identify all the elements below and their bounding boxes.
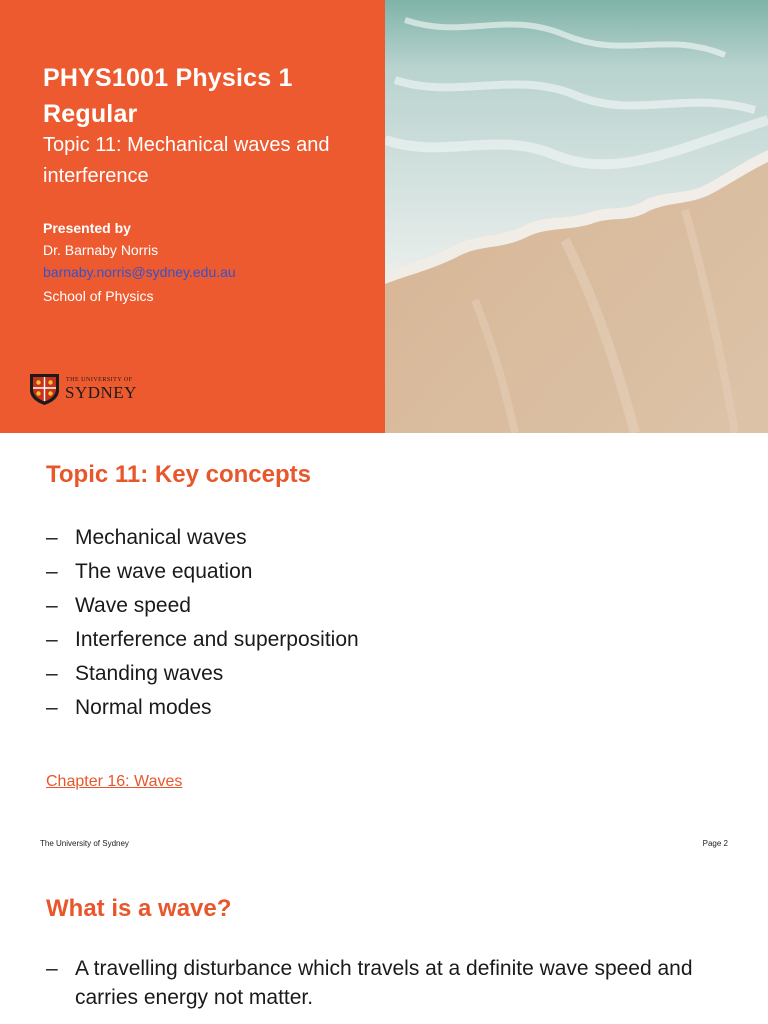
list-item bbox=[46, 623, 359, 657]
list-item bbox=[46, 521, 359, 555]
list-item bbox=[46, 691, 359, 725]
presenter-email-link[interactable]: barnaby.norris@sydney.edu.au bbox=[43, 264, 236, 280]
title-slide bbox=[0, 0, 768, 433]
list-item-text: The wave equation bbox=[75, 560, 253, 583]
key-concepts-slide bbox=[0, 433, 768, 865]
list-item-text: Wave speed bbox=[75, 594, 191, 617]
bullet-dash: – bbox=[46, 957, 58, 980]
bullet-dash: – bbox=[46, 594, 58, 617]
topic-title: Topic 11: Mechanical waves and interference bbox=[43, 134, 330, 187]
concepts-list bbox=[46, 521, 359, 725]
logo-big-text: SYDNEY bbox=[65, 383, 137, 402]
list-item-text: Mechanical waves bbox=[75, 526, 247, 549]
bullet-dash: – bbox=[46, 662, 58, 685]
logo-small-text: THE UNIVERSITY OF bbox=[66, 377, 133, 383]
presented-by-label: Presented by bbox=[43, 220, 131, 236]
page-number: Page 2 bbox=[702, 839, 728, 848]
list-item bbox=[46, 589, 359, 623]
what-is-a-wave-slide bbox=[0, 865, 768, 1024]
presenter-name: Dr. Barnaby Norris bbox=[43, 242, 159, 258]
beach-waves-image bbox=[385, 0, 768, 433]
footer-university: The University of Sydney bbox=[40, 839, 129, 848]
list-item-text: Standing waves bbox=[75, 662, 224, 685]
list-item-text: Normal modes bbox=[75, 696, 212, 719]
bullet-dash: – bbox=[46, 628, 58, 651]
slide-title: Topic 11: Key concepts bbox=[46, 461, 311, 488]
slide-title: What is a wave? bbox=[46, 895, 232, 922]
beach-illustration bbox=[385, 0, 768, 433]
presenter-school: School of Physics bbox=[43, 288, 154, 304]
list-item bbox=[46, 657, 359, 691]
bullet-dash: – bbox=[46, 696, 58, 719]
list-item-text: A travelling disturbance which travels at a definite wave speed and carries energy not matter. bbox=[75, 957, 693, 1009]
list-item bbox=[46, 555, 359, 589]
bullet-dash: – bbox=[46, 560, 58, 583]
university-logo bbox=[28, 372, 138, 408]
chapter-link[interactable]: Chapter 16: Waves bbox=[46, 773, 183, 790]
course-title: PHYS1001 Physics 1 Regular bbox=[43, 64, 293, 128]
crest-icon bbox=[28, 372, 61, 406]
bullet-dash: – bbox=[46, 526, 58, 549]
title-panel bbox=[0, 0, 385, 433]
list-item bbox=[46, 954, 746, 1012]
list-item-text: Interference and superposition bbox=[75, 628, 359, 651]
